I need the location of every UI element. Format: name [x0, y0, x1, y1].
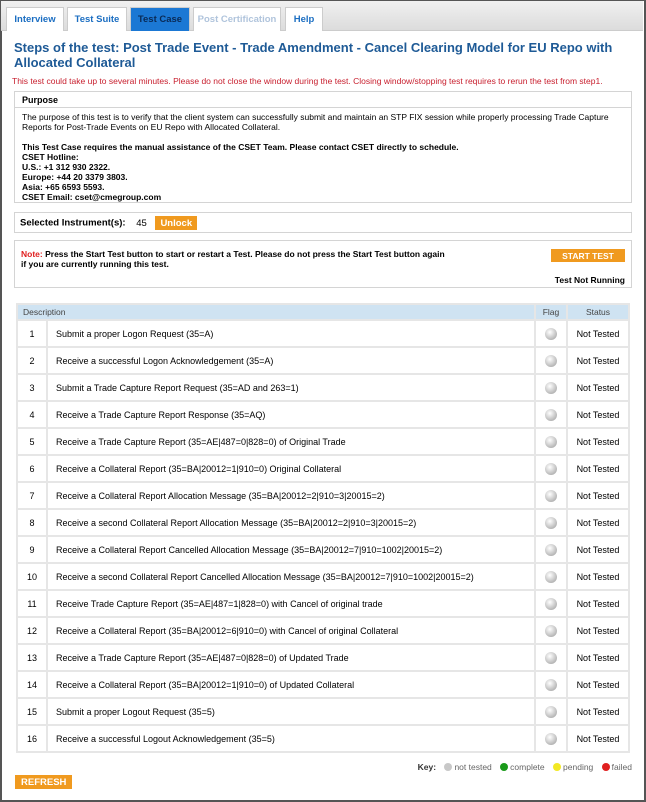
step-status: Not Tested — [568, 564, 628, 589]
flag-cell — [536, 510, 566, 535]
flag-cell — [536, 537, 566, 562]
header-status: Status — [568, 305, 628, 319]
note-text: Press the Start Test button to start or restart a Test. Please do not press the Start Test button again if you are currently running this test. — [21, 249, 445, 269]
complete-dot-icon — [500, 763, 508, 771]
flag-cell — [536, 618, 566, 643]
note-panel — [14, 240, 632, 288]
tab-bar — [1, 1, 643, 31]
step-status: Not Tested — [568, 699, 628, 724]
purpose-panel — [14, 91, 632, 203]
start-test-button[interactable]: START TEST — [551, 249, 625, 262]
step-description: Receive a successful Logon Acknowledgement (35=A) — [48, 348, 534, 373]
step-description: Receive a Collateral Report Cancelled Allocation Message (35=BA|20012=7|910=1002|20015=2) — [48, 537, 534, 562]
refresh-button[interactable]: REFRESH — [15, 775, 72, 789]
step-description: Submit a proper Logout Request (35=5) — [48, 699, 534, 724]
unlock-button[interactable]: Unlock — [155, 216, 197, 230]
table-row — [18, 537, 628, 562]
purpose-heading: Purpose — [15, 92, 631, 108]
status-flag-icon — [545, 652, 557, 664]
step-number: 6 — [18, 456, 46, 481]
step-number: 10 — [18, 564, 46, 589]
flag-cell — [536, 348, 566, 373]
step-status: Not Tested — [568, 483, 628, 508]
step-status: Not Tested — [568, 726, 628, 751]
table-row — [18, 375, 628, 400]
tab-post-certification: Post Certification — [193, 7, 281, 31]
table-row — [18, 483, 628, 508]
flag-cell — [536, 672, 566, 697]
flag-cell — [536, 564, 566, 589]
status-flag-icon — [545, 544, 557, 556]
table-row — [18, 645, 628, 670]
key-failed: failed — [611, 762, 632, 772]
table-row — [18, 348, 628, 373]
table-row — [18, 456, 628, 481]
status-flag-icon — [545, 463, 557, 475]
status-flag-icon — [545, 625, 557, 637]
hotline-label: CSET Hotline: — [22, 152, 79, 162]
step-status: Not Tested — [568, 510, 628, 535]
step-status: Not Tested — [568, 618, 628, 643]
table-row — [18, 726, 628, 751]
hotline-us: U.S.: +1 312 930 2322. — [22, 162, 111, 172]
hotline-asia: Asia: +65 6593 5593. — [22, 182, 105, 192]
step-description: Submit a proper Logon Request (35=A) — [48, 321, 534, 346]
step-number: 8 — [18, 510, 46, 535]
table-row — [18, 618, 628, 643]
status-key — [418, 762, 632, 772]
warning-message: This test could take up to several minutes. Please do not close the window during the test. Closing window/stopping test requires to rerun the test from step1. — [12, 76, 603, 86]
step-status: Not Tested — [568, 348, 628, 373]
page-title: Steps of the test: Post Trade Event - Trade Amendment - Cancel Clearing Model for EU Repo with Allocated Collateral — [14, 40, 613, 70]
tab-help[interactable]: Help — [285, 7, 323, 31]
flag-cell — [536, 699, 566, 724]
tab-interview[interactable]: Interview — [6, 7, 64, 31]
table-row — [18, 699, 628, 724]
flag-cell — [536, 375, 566, 400]
flag-cell — [536, 645, 566, 670]
instrument-label: Selected Instrument(s): — [20, 217, 126, 229]
flag-cell — [536, 321, 566, 346]
step-number: 9 — [18, 537, 46, 562]
step-description: Receive a Trade Capture Report (35=AE|487=0|828=0) of Updated Trade — [48, 645, 534, 670]
assist-text: This Test Case requires the manual assistance of the CSET Team. Please contact CSET directly to schedule. — [22, 142, 459, 152]
step-number: 11 — [18, 591, 46, 616]
step-description: Receive a second Collateral Report Cancelled Allocation Message (35=BA|20012=7|910=1002|20015=2) — [48, 564, 534, 589]
status-flag-icon — [545, 517, 557, 529]
step-description: Receive a Trade Capture Report (35=AE|487=0|828=0) of Original Trade — [48, 429, 534, 454]
key-pending: pending — [563, 762, 594, 772]
status-flag-icon — [545, 409, 557, 421]
step-description: Receive a Trade Capture Report Response (35=AQ) — [48, 402, 534, 427]
flag-cell — [536, 726, 566, 751]
flag-cell — [536, 429, 566, 454]
step-description: Receive a Collateral Report (35=BA|20012=1|910=0) Original Collateral — [48, 456, 534, 481]
step-status: Not Tested — [568, 456, 628, 481]
table-row — [18, 402, 628, 427]
step-number: 5 — [18, 429, 46, 454]
status-flag-icon — [545, 382, 557, 394]
step-status: Not Tested — [568, 429, 628, 454]
test-steps-table — [16, 303, 630, 753]
header-flag: Flag — [536, 305, 566, 319]
status-flag-icon — [545, 598, 557, 610]
key-label: Key: — [417, 762, 437, 772]
key-not-tested: not tested — [454, 762, 492, 772]
key-complete: complete — [510, 762, 545, 772]
table-row — [18, 672, 628, 697]
step-number: 16 — [18, 726, 46, 751]
step-description: Receive a Collateral Report Allocation Message (35=BA|20012=2|910=3|20015=2) — [48, 483, 534, 508]
cset-email: CSET Email: cset@cmegroup.com — [22, 192, 162, 202]
step-number: 1 — [18, 321, 46, 346]
status-flag-icon — [545, 355, 557, 367]
status-flag-icon — [545, 679, 557, 691]
status-flag-icon — [545, 436, 557, 448]
table-row — [18, 564, 628, 589]
status-flag-icon — [545, 328, 557, 340]
table-row — [18, 429, 628, 454]
flag-cell — [536, 483, 566, 508]
step-status: Not Tested — [568, 402, 628, 427]
step-number: 13 — [18, 645, 46, 670]
step-number: 2 — [18, 348, 46, 373]
step-number: 4 — [18, 402, 46, 427]
step-description: Receive a Collateral Report (35=BA|20012=1|910=0) of Updated Collateral — [48, 672, 534, 697]
step-status: Not Tested — [568, 645, 628, 670]
step-number: 7 — [18, 483, 46, 508]
step-description: Submit a Trade Capture Report Request (35=AD and 263=1) — [48, 375, 534, 400]
status-flag-icon — [545, 706, 557, 718]
tab-test-case[interactable]: Test Case — [130, 7, 190, 31]
step-status: Not Tested — [568, 591, 628, 616]
hotline-europe: Europe: +44 20 3379 3803. — [22, 172, 128, 182]
step-description: Receive Trade Capture Report (35=AE|487=1|828=0) with Cancel of original trade — [48, 591, 534, 616]
step-status: Not Tested — [568, 672, 628, 697]
instrument-value: 45 — [136, 217, 147, 229]
table-row — [18, 321, 628, 346]
note-prefix: Note: — [21, 249, 43, 259]
pending-dot-icon — [553, 763, 561, 771]
step-description: Receive a second Collateral Report Allocation Message (35=BA|20012=2|910=3|20015=2) — [48, 510, 534, 535]
status-flag-icon — [545, 490, 557, 502]
not-tested-dot-icon — [444, 763, 452, 771]
step-number: 14 — [18, 672, 46, 697]
flag-cell — [536, 456, 566, 481]
step-status: Not Tested — [568, 375, 628, 400]
status-flag-icon — [545, 571, 557, 583]
step-number: 12 — [18, 618, 46, 643]
table-row — [18, 510, 628, 535]
header-description: Description — [18, 305, 534, 319]
flag-cell — [536, 402, 566, 427]
step-number: 15 — [18, 699, 46, 724]
table-row — [18, 591, 628, 616]
status-flag-icon — [545, 733, 557, 745]
step-description: Receive a successful Logout Acknowledgement (35=5) — [48, 726, 534, 751]
step-number: 3 — [18, 375, 46, 400]
instrument-panel — [14, 212, 632, 233]
test-status: Test Not Running — [554, 275, 625, 285]
step-status: Not Tested — [568, 321, 628, 346]
tab-test-suite[interactable]: Test Suite — [67, 7, 127, 31]
purpose-text: The purpose of this test is to verify that the client system can successfully submit and maintain an STP FIX session while properly processing Trade Capture Reports for Post-Trade Events on EU Repo with Allocated Collateral. — [22, 112, 609, 132]
step-status: Not Tested — [568, 537, 628, 562]
failed-dot-icon — [602, 763, 610, 771]
step-description: Receive a Collateral Report (35=BA|20012=6|910=0) with Cancel of original Collateral — [48, 618, 534, 643]
flag-cell — [536, 591, 566, 616]
